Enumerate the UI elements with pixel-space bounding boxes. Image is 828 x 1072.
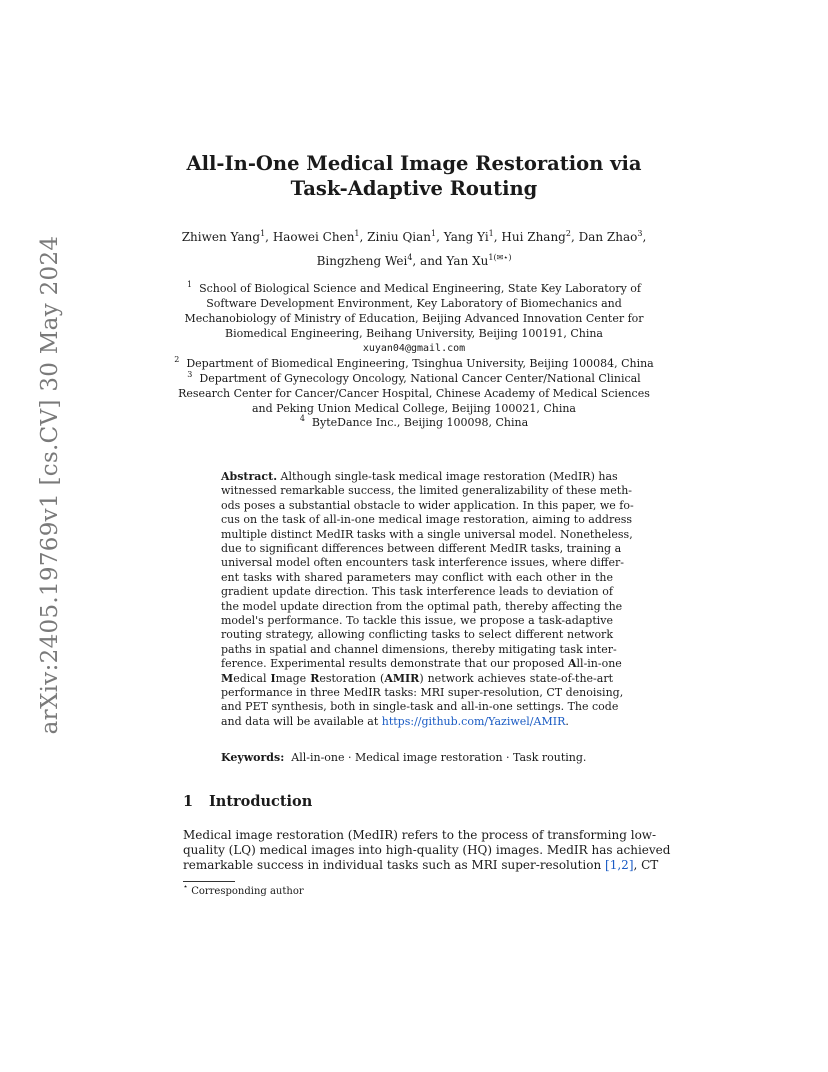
title-line-2: Task-Adaptive Routing (290, 177, 538, 200)
abstract-line: Medical Image Restoration (AMIR) network achieves state-of-the-art (221, 671, 614, 685)
affiliation-line: Research Center for Cancer/Cancer Hospital, Chinese Academy of Medical Sciences (178, 387, 650, 400)
author: Bingzheng Wei (316, 254, 408, 268)
abstract-line: Abstract. Although single-task medical image restoration (MedIR) has (221, 470, 618, 483)
author: Ziniu Qian (367, 230, 431, 244)
abstract-line: ent tasks with shared parameters may conflict with each other in the (221, 570, 613, 584)
author: Zhiwen Yang (181, 230, 261, 244)
intro-line: Medical image restoration (MedIR) refers to the process of transforming low- (183, 828, 657, 842)
abstract-line: performance in three MedIR tasks: MRI super-resolution, CT denoising, (221, 686, 624, 699)
abstract-line: due to significant differences between different MedIR tasks, training a (221, 542, 622, 555)
keywords-label: Keywords: (221, 751, 285, 764)
affiliation-line: Mechanobiology of Ministry of Education, Beijing Advanced Innovation Center for (184, 312, 644, 325)
abstract-line: witnessed remarkable success, the limited generalizability of these meth- (221, 484, 632, 498)
affiliation-line: Biomedical Engineering, Beihang University, Beijing 100191, China (224, 327, 603, 340)
abstract-line: the model update direction from the optimal path, thereby affecting the (221, 599, 623, 613)
keywords: Keywords: All-in-one · Medical image restoration · Task routing. (221, 751, 587, 764)
corresponding-mark: 1(✉⋆) (488, 253, 512, 262)
intro-line: remarkable success in individual tasks such as MRI super-resolution [1,2], CT (183, 858, 659, 872)
abstract-line: cus on the task of all-in-one medical image restoration, aiming to address (221, 513, 633, 527)
section-heading: 1 Introduction (183, 793, 313, 810)
abstract-line: universal model often encounters task interference issues, where differ- (221, 556, 624, 570)
abstract-line: and PET synthesis, both in single-task and all-in-one settings. The code (221, 700, 619, 714)
abstract-line: ference. Experimental results demonstrate that our proposed All-in-one (221, 657, 622, 671)
abstract-line: routing strategy, allowing conflicting tasks to select different network (221, 628, 613, 642)
authors-line-1: Zhiwen Yang$^1$, Haowei Chen$^1$, Ziniu Qian$^1$, Yang Yi$^1$, Hui Zhang$^2$, Dan Zhao$^3$, (181, 229, 647, 244)
affiliation-1: $^1$ School of Biological Science and Medical Engineering, State Key Laboratory of (186, 280, 641, 295)
abstract-line: ods poses a substantial obstacle to wider application. In this paper, we fo- (221, 498, 634, 512)
title-line-1: All-In-One Medical Image Restoration via (186, 152, 642, 175)
code-repository-link[interactable]: https://github.com/Yaziwel/AMIR (381, 714, 566, 728)
arxiv-identifier: arXiv:2405.19769v1 [cs.CV] 30 May 2024 (37, 235, 63, 735)
author: Hui Zhang (501, 230, 566, 244)
abstract-line: paths in spatial and channel dimensions, thereby mitigating task inter- (221, 642, 617, 656)
affiliation-3: $^3$ Department of Gynecology Oncology, National Cancer Center/National Clinical (187, 370, 641, 385)
affiliation-2: $^2$ Department of Biomedical Engineering, Tsinghua University, Beijing 100084, China (174, 355, 654, 370)
abstract-label: Abstract. (221, 470, 278, 483)
abstract-line: and data will be available at https://github.com/Yaziwel/AMIR. (221, 714, 569, 728)
abstract-line: gradient update direction. This task interference leads to deviation of (221, 585, 613, 599)
author: Dan Zhao (578, 230, 638, 244)
author-email: xuyan04@gmail.com (362, 343, 466, 354)
footnote: ⋆ Corresponding author (183, 882, 304, 897)
affiliation-line: Software Development Environment, Key Laboratory of Biomechanics and (206, 297, 622, 310)
paper-title (0, 151, 828, 201)
citation-link[interactable]: [1,2] (605, 858, 634, 872)
authors-line-2: Bingzheng Wei$^4$, and Yan $Xu^{1(✉⋆)}$ (316, 253, 512, 268)
abstract-line: multiple distinct MedIR tasks with a single universal model. Nonetheless, (221, 527, 633, 541)
author: Haowei Chen (272, 230, 355, 244)
intro-line: quality (LQ) medical images into high-quality (HQ) images. MedIR has achieved (183, 843, 671, 857)
author: Yang Yi (443, 230, 489, 244)
abstract-line: model's performance. To tackle this issue, we propose a task-adaptive (221, 614, 613, 627)
affiliation-line: and Peking Union Medical College, Beijing 100021, China (252, 402, 576, 415)
affiliation-4: $^4$ ByteDance Inc., Beijing 100098, China (299, 414, 529, 429)
author: Yan Xu (446, 254, 489, 268)
footnote-rule (183, 881, 235, 882)
